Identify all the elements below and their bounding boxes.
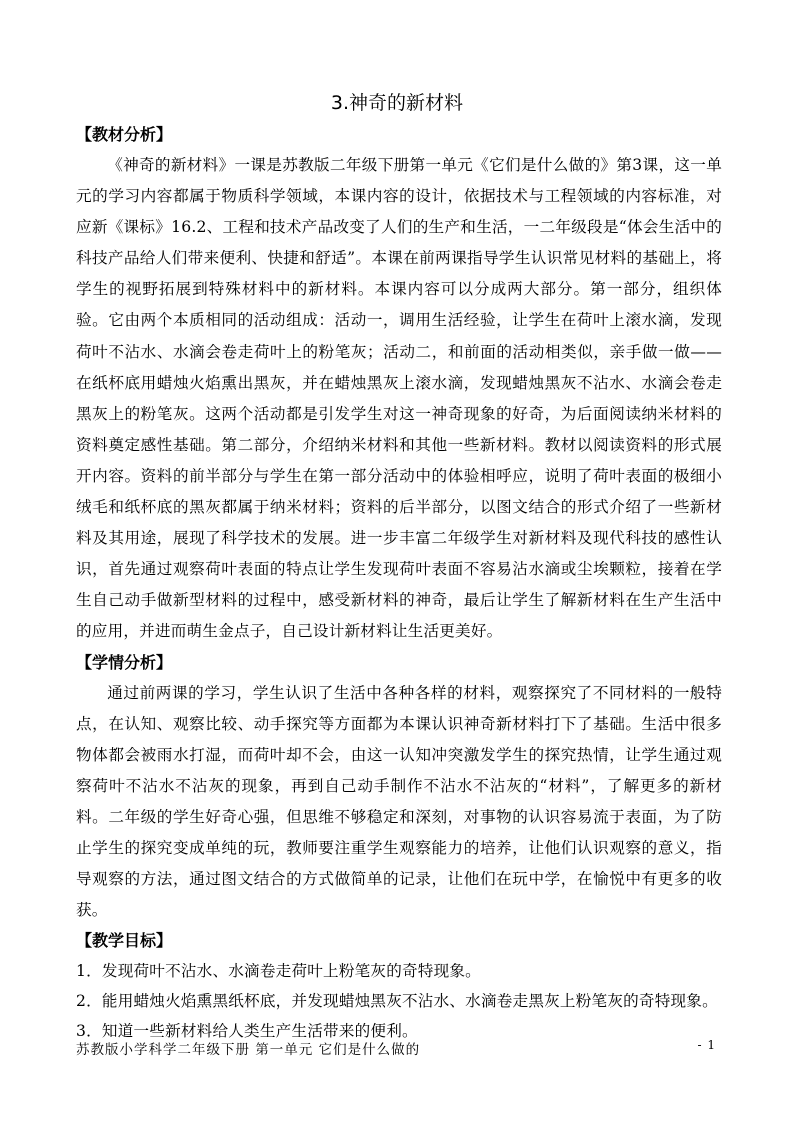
paragraph: 通过前两课的学习，学生认识了生活中各种各样的材料，观察探究了不同材料的一般特点，在认知、观察比较、动手探究等方面都为本课认识神奇新材料打下了基础。生活中很多物体都会被雨水打湿，而荷叶却不会，由这一认知冲突激发学生的探究热情，让学生通过观察荷叶不沾水不沾灰的现象，再到自己动手制作不沾水不沾灰的“材料”，了解更多的新材料。二年级的学生好奇心强，但思维不够稳定和深刻，对事物的认识容易流于表面，为了防止学生的探究变成单纯的玩，教师要注重学生观察能力的培养，让他们认识观察的意义，指导观察的方法，通过图文结合的方式做简单的记录，让他们在玩中学，在愉悦中有更多的收获。 (76, 683, 722, 920)
section-textbook-analysis (76, 120, 722, 648)
page-number: - 1 (697, 1038, 716, 1052)
document-title: 3.神奇的新材料 (330, 92, 464, 114)
list-item: 3．知道一些新材料给人类生产生活带来的便利。 (76, 1022, 418, 1041)
document-body (76, 120, 722, 1046)
footer-text: 苏教版小学科学二年级下册 第一单元 它们是什么做的 (76, 1042, 421, 1058)
list-item: 1．发现荷叶不沾水、水滴卷走荷叶上粉笔灰的奇特现象。 (76, 962, 481, 981)
section-heading: 【学情分析】 (76, 652, 173, 672)
section-teaching-goals (76, 926, 722, 1046)
section-student-analysis (76, 648, 722, 927)
paragraph: 《神奇的新材料》一课是苏教版二年级下册第一单元《它们是什么做的》第3课，这一单元的学习内容都属于物质科学领域，本课内容的设计，依据技术与工程领域的内容标准，对应新《课标》16.2、工程和技术产品改变了人们的生产和生活，一二年级段是“体会生活中的科技产品给人们带来便利、快捷和舒适”。本课在前两课指导学生认识常见材料的基础上，将学生的视野拓展到特殊材料中的新材料。本课内容可以分成两大部分。第一部分，组织体验。它由两个本质相同的活动组成：活动一，调用生活经验，让学生在荷叶上滚水滴，发现荷叶不沾水、水滴会卷走荷叶上的粉笔灰；活动二，和前面的活动相类似，亲手做一做——在纸杯底用蜡烛火焰熏出黑灰，并在蜡烛黑灰上滚水滴，发现蜡烛黑灰不沾水、水滴会卷走黑灰上的粉笔灰。这两个活动都是引发学生对这一神奇现象的好奇，为后面阅读纳米材料的资料奠定感性基础。第二部分，介绍纳米材料和其他一些新材料。教材以阅读资料的形式展开内容。资料的前半部分与学生在第一部分活动中的体验相呼应，说明了荷叶表面的极细小绒毛和纸杯底的黑灰都属于纳米材料；资料的后半部分，以图文结合的形式介绍了一些新材料及其用途，展现了科学技术的发展。进一步丰富二年级学生对新材料及现代科技的感性认识，首先通过观察荷叶表面的特点让学生发现荷叶表面不容易沾水滴或尘埃颗粒，接着在学生自己动手做新型材料的过程中，感受新材料的神奇，最后让学生了解新材料在生产生活中的应用，并进而萌生金点子，自己设计新材料让生活更美好。 (76, 156, 722, 641)
section-heading: 【教学目标】 (76, 931, 173, 951)
section-heading: 【教材分析】 (76, 125, 173, 144)
list-item: 2．能用蜡烛火焰熏黑纸杯底，并发现蜡烛黑灰不沾水、水滴卷走黑灰上粉笔灰的奇特现象。 (76, 992, 718, 1011)
